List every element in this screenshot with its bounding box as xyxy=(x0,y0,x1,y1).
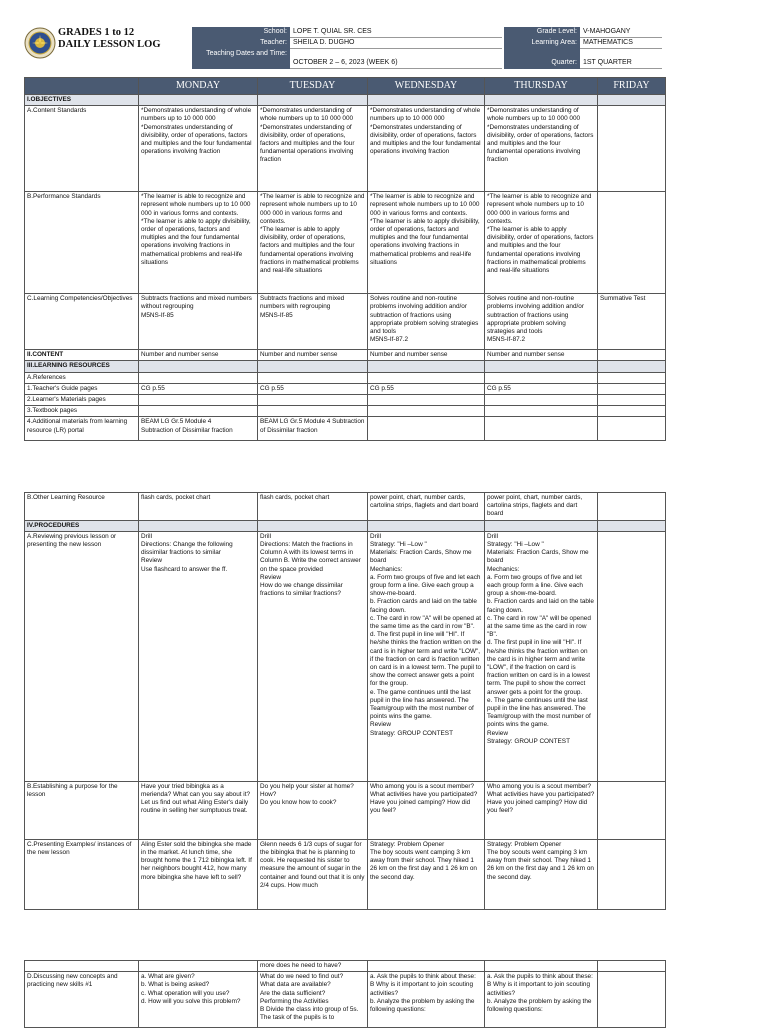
cell-wednesday: Number and number sense xyxy=(368,350,485,361)
section-empty-cell xyxy=(258,95,368,106)
cell-wednesday xyxy=(368,406,485,417)
row-label: A.References xyxy=(25,372,139,383)
lesson-table-page-2 xyxy=(24,492,666,910)
row-c-learning-competencies-objectives xyxy=(25,294,666,350)
cell-friday xyxy=(598,395,666,406)
cell-friday xyxy=(598,781,666,839)
cell-thursday: a. Ask the pupils to think about these: B Why is it important to join scouting activities? b. Analyze the problem by asking the following questions: xyxy=(485,972,598,1028)
dates-value: OCTOBER 2 – 6, 2023 (WEEK 6) xyxy=(290,49,502,69)
cell-monday: *Demonstrates understanding of whole numbers up to 10 000 000 *Demonstrates understanding of divisibility, order of operations, factors and multiples and the four fundamental operations involving fraction xyxy=(139,106,258,192)
lesson-table-page-3 xyxy=(24,960,666,1028)
section-empty-cell xyxy=(258,361,368,372)
teacher-value: SHEILA D. DUGHO xyxy=(290,38,502,49)
cell-thursday: *The learner is able to recognize and represent whole numbers up to 10 000 000 in various forms and contexts. *The learner is able to apply divisibility, order of operations, factors and multiples and the four fundamental operations involving fractions in mathematical problems and real-life situations xyxy=(485,192,598,294)
cell-friday xyxy=(598,531,666,781)
section-empty-cell xyxy=(368,361,485,372)
cell-friday xyxy=(598,972,666,1028)
dates-label: Teaching Dates and Time: xyxy=(192,49,290,69)
cell-wednesday: a. Ask the pupils to think about these: B Why is it important to join scouting activities? b. Analyze the problem by asking the following questions: xyxy=(368,972,485,1028)
row-label: 1.Teacher's Guide pages xyxy=(25,383,139,394)
cell-thursday: Who among you is a scout member? What activities have you participated? Have you joined camping? How did you feel? xyxy=(485,781,598,839)
cell-thursday xyxy=(485,961,598,972)
cell-monday: Number and number sense xyxy=(139,350,258,361)
section-row-i-objectives xyxy=(25,95,666,106)
row-b-performance-standards xyxy=(25,192,666,294)
section-heading: IV.PROCEDURES xyxy=(25,520,139,531)
cell-monday: a. What are given? b. What is being asked? c. What operation will you use? d. How will you solve this problem? xyxy=(139,972,258,1028)
cell-friday xyxy=(598,383,666,394)
day-header-row xyxy=(25,78,666,95)
row-label: C.Learning Competencies/Objectives xyxy=(25,294,139,350)
section-empty-cell xyxy=(258,520,368,531)
row-a-content-standards xyxy=(25,106,666,192)
cell-friday: Summative Test xyxy=(598,294,666,350)
section-row-iv-procedures xyxy=(25,520,666,531)
cell-wednesday xyxy=(368,372,485,383)
cell-tuesday: What do we need to find out? What data are available? Are the data sufficient? Performing the Activities B Divide the class into group of 5s. The task of the pupils is to xyxy=(258,972,368,1028)
day-header-friday: FRIDAY xyxy=(598,78,666,95)
cell-friday xyxy=(598,106,666,192)
cell-tuesday: Number and number sense xyxy=(258,350,368,361)
row-a-references xyxy=(25,372,666,383)
cell-wednesday: Drill Strategy: "Hi –Low " Materials: Fraction Cards, Show me board Mechanics: a. Form two groups of five and let each group form a line. Give each group a show-me-board. b. Fraction cards and laid on the table facing down. c. The card in row "A" will be opened at the same time as the card in row "B". d. The first pupil in line will "HI". If he/she thinks the fraction written on the card is in higher term and write "LOW", if the fraction on card is fraction written on card is in a lowest term. The pupil to show the correct answer gets a point for the group. e. The game continues until the last pupil in the line has answered. The Team/group with the most number of points wins the game. Review Strategy: GROUP CONTEST xyxy=(368,531,485,781)
section-empty-cell xyxy=(485,361,598,372)
cell-thursday: Strategy: Problem Opener The boy scouts went camping 3 km away from their school. They hiked 1 26 km on the first day and 1 26 km on the second day. xyxy=(485,839,598,909)
cell-tuesday xyxy=(258,395,368,406)
header-info-grid xyxy=(192,27,662,71)
cell-tuesday: Drill Directions: Match the fractions in Column A with its lowest terms in Column B. Write the correct answer on the space provided Review How do we change dissimilar fractions to similar fractions? xyxy=(258,531,368,781)
cell-wednesday xyxy=(368,961,485,972)
quarter-value: 1ST QUARTER xyxy=(580,49,662,69)
section-empty-cell xyxy=(139,95,258,106)
cell-friday xyxy=(598,493,666,521)
cell-tuesday: Subtracts fractions and mixed numbers with regrouping M5NS-If-85 xyxy=(258,294,368,350)
section-empty-cell xyxy=(485,520,598,531)
row-4-additional-materials-from-learning-res xyxy=(25,417,666,441)
day-header-wednesday: WEDNESDAY xyxy=(368,78,485,95)
cell-thursday xyxy=(485,417,598,441)
row-c-presenting-examples-instances-of-the-n xyxy=(25,839,666,909)
cell-wednesday: Who among you is a scout member? What activities have you participated? Have you joined camping? How did you feel? xyxy=(368,781,485,839)
cell-monday: Drill Directions: Change the following dissimilar fractions to similar Review Use flashcard to answer the ff. xyxy=(139,531,258,781)
cell-tuesday: *The learner is able to recognize and represent whole numbers up to 10 000 000 in various forms and contexts. *The learner is able to apply divisibility, order of operations, factors and multiples and the four fundamental operations involving fractions in mathematical problems and real-life situations xyxy=(258,192,368,294)
lesson-table-page-1 xyxy=(24,77,666,441)
teacher-label: Teacher: xyxy=(192,38,290,49)
school-value: LOPE T. QUIAL SR. CES xyxy=(290,27,502,38)
row-b-other-learning-resource xyxy=(25,493,666,521)
row-label: A.Reviewing previous lesson or presenting the new lesson xyxy=(25,531,139,781)
row-label: 3.Textbook pages xyxy=(25,406,139,417)
section-empty-cell xyxy=(598,520,666,531)
section-heading: III.LEARNING RESOURCES xyxy=(25,361,139,372)
cell-wednesday: *Demonstrates understanding of whole numbers up to 10 000 000 *Demonstrates understanding of divisibility, order of operations, factors and multiples and the four fundamental operations involving fraction xyxy=(368,106,485,192)
cell-wednesday xyxy=(368,395,485,406)
cell-thursday: power point, chart, number cards, cartolina strips, flaglets and dart board xyxy=(485,493,598,521)
row-label: C.Presenting Examples/ instances of the new lesson xyxy=(25,839,139,909)
cell-wednesday xyxy=(368,417,485,441)
cell-friday xyxy=(598,961,666,972)
cell-monday: CG p.55 xyxy=(139,383,258,394)
quarter-label: Quarter: xyxy=(504,49,580,69)
row-3-textbook-pages xyxy=(25,406,666,417)
section-heading: I.OBJECTIVES xyxy=(25,95,139,106)
cell-thursday: CG p.55 xyxy=(485,383,598,394)
section-row-iii-learning-resources xyxy=(25,361,666,372)
row-label: 2.Learner's Materials pages xyxy=(25,395,139,406)
area-value: MATHEMATICS xyxy=(580,38,662,49)
document-title xyxy=(58,27,161,51)
row-label: B.Other Learning Resource xyxy=(25,493,139,521)
day-header-blank xyxy=(25,78,139,95)
row-label: B.Establishing a purpose for the lesson xyxy=(25,781,139,839)
cell-friday xyxy=(598,350,666,361)
section-empty-cell xyxy=(598,95,666,106)
row-label: B.Performance Standards xyxy=(25,192,139,294)
row-label: D.Discussing new concepts and practicing new skills #1 xyxy=(25,972,139,1028)
cell-monday xyxy=(139,406,258,417)
area-label: Learning Area: xyxy=(504,38,580,49)
cell-monday: *The learner is able to recognize and represent whole numbers up to 10 000 000 in various forms and contexts. *The learner is able to apply divisibility, order of operations, factors and multiples and the four fundamental operations involving fractions in mathematical problems and real-life situations xyxy=(139,192,258,294)
cell-friday xyxy=(598,417,666,441)
grade-value: V-MAHOGANY xyxy=(580,27,662,38)
row-b-establishing-a-purpose-for-the-lesson xyxy=(25,781,666,839)
cell-thursday: *Demonstrates understanding of whole numbers up to 10 000 000 *Demonstrates understanding of divisibility, order of operations, factors and multiples and the four fundamental operations involving fraction xyxy=(485,106,598,192)
cell-tuesday xyxy=(258,372,368,383)
deped-seal-logo xyxy=(24,27,56,59)
cell-monday xyxy=(139,395,258,406)
section-empty-cell xyxy=(368,95,485,106)
cell-tuesday xyxy=(258,406,368,417)
cell-friday xyxy=(598,372,666,383)
row-d-discussing-new-concepts-and-practicing xyxy=(25,972,666,1028)
cell-thursday xyxy=(485,372,598,383)
cell-monday xyxy=(139,372,258,383)
day-header-tuesday: TUESDAY xyxy=(258,78,368,95)
day-header-monday: MONDAY xyxy=(139,78,258,95)
cell-wednesday: Strategy: Problem Opener The boy scouts went camping 3 km away from their school. They hiked 1 26 km on the first day and 1 26 km on the second day. xyxy=(368,839,485,909)
day-header-thursday: THURSDAY xyxy=(485,78,598,95)
cell-thursday: Solves routine and non-routine problems involving addition and/or subtraction of fractions using appropriate problem solving strategies and tools M5NS-If-87.2 xyxy=(485,294,598,350)
cell-tuesday: more does he need to have? xyxy=(258,961,368,972)
cell-tuesday: *Demonstrates understanding of whole numbers up to 10 000 000 *Demonstrates understanding of divisibility, order of operations, factors and multiples and the four fundamental operations involving fraction xyxy=(258,106,368,192)
cell-thursday: Drill Strategy: "Hi –Low " Materials: Fraction Cards, Show me board Mechanics: a. Form two groups of five and let each group form a line. Give each group a show-me-board. b. Fraction cards and laid on the table facing down. c. The card in row "A" will be opened at the same time as the card in row "B". d. The first pupil in line will "HI". If he/she thinks the fraction written on the card is in higher term and write "LOW", if the fraction on card is fraction written on card is in a lowest term. The pupil to show the correct answer gets a point for the group. e. The game continues until the last pupil in the line has answered. The Team/group with the most number of points wins the game. Review Strategy: GROUP CONTEST xyxy=(485,531,598,781)
grade-label: Grade Level: xyxy=(504,27,580,38)
cell-monday: Subtracts fractions and mixed numbers without regrouping M5NS-If-85 xyxy=(139,294,258,350)
section-empty-cell xyxy=(598,361,666,372)
cell-tuesday: CG p.55 xyxy=(258,383,368,394)
cell-friday xyxy=(598,839,666,909)
cell-friday xyxy=(598,192,666,294)
row-ii-content xyxy=(25,350,666,361)
title-line-2: DAILY LESSON LOG xyxy=(58,39,161,50)
cell-tuesday: Glenn needs 6 1/3 cups of sugar for the bibingka that he is planning to cook. He requested his sister to measure the amount of sugar in the container and found out that it is only 2/4 cups. How much xyxy=(258,839,368,909)
row-1-teacher-s-guide-pages xyxy=(25,383,666,394)
cell-tuesday: flash cards, pocket chart xyxy=(258,493,368,521)
section-empty-cell xyxy=(139,361,258,372)
row-2-learner-s-materials-pages xyxy=(25,395,666,406)
cell-wednesday: *The learner is able to recognize and represent whole numbers up to 10 000 000 in various forms and contexts. *The learner is able to apply divisibility, order of operations, factors and multiples and the four fundamental operations involving fractions in mathematical problems and real-life situations xyxy=(368,192,485,294)
cell-tuesday: BEAM LG Gr.5 Module 4 Subtraction of Dissimilar fraction xyxy=(258,417,368,441)
row-label xyxy=(25,961,139,972)
cell-thursday xyxy=(485,406,598,417)
section-empty-cell xyxy=(139,520,258,531)
row-label: A.Content Standards xyxy=(25,106,139,192)
title-line-1: GRADES 1 to 12 xyxy=(58,27,135,38)
cell-thursday: Number and number sense xyxy=(485,350,598,361)
cell-friday xyxy=(598,406,666,417)
cell-wednesday: power point, chart, number cards, cartolina strips, flaglets and dart board xyxy=(368,493,485,521)
cell-monday: flash cards, pocket chart xyxy=(139,493,258,521)
row-blank xyxy=(25,961,666,972)
row-a-reviewing-previous-lesson-or-presentin xyxy=(25,531,666,781)
school-label: School: xyxy=(192,27,290,38)
row-label: II.CONTENT xyxy=(25,350,139,361)
cell-monday xyxy=(139,961,258,972)
cell-wednesday: CG p.55 xyxy=(368,383,485,394)
cell-wednesday: Solves routine and non-routine problems involving addition and/or subtraction of fractions using appropriate problem solving strategies and tools M5NS-If-87.2 xyxy=(368,294,485,350)
cell-monday: BEAM LG Gr.5 Module 4 Subtraction of Dissimilar fraction xyxy=(139,417,258,441)
row-label: 4.Additional materials from learning resource (LR) portal xyxy=(25,417,139,441)
section-empty-cell xyxy=(485,95,598,106)
cell-monday: Have your tried bibingka as a merienda? What can you say about it? Let us find out what Aling Ester's daily routine in selling her sumptuous treat. xyxy=(139,781,258,839)
cell-tuesday: Do you help your sister at home? How? Do you know how to cook? xyxy=(258,781,368,839)
cell-monday: Aling Ester sold the bibingka she made in the market. At lunch time, she brought home the 1 712 bibingka left. If her neighbors bought 412, how many more bibingka she have left to sell? xyxy=(139,839,258,909)
section-empty-cell xyxy=(368,520,485,531)
cell-thursday xyxy=(485,395,598,406)
